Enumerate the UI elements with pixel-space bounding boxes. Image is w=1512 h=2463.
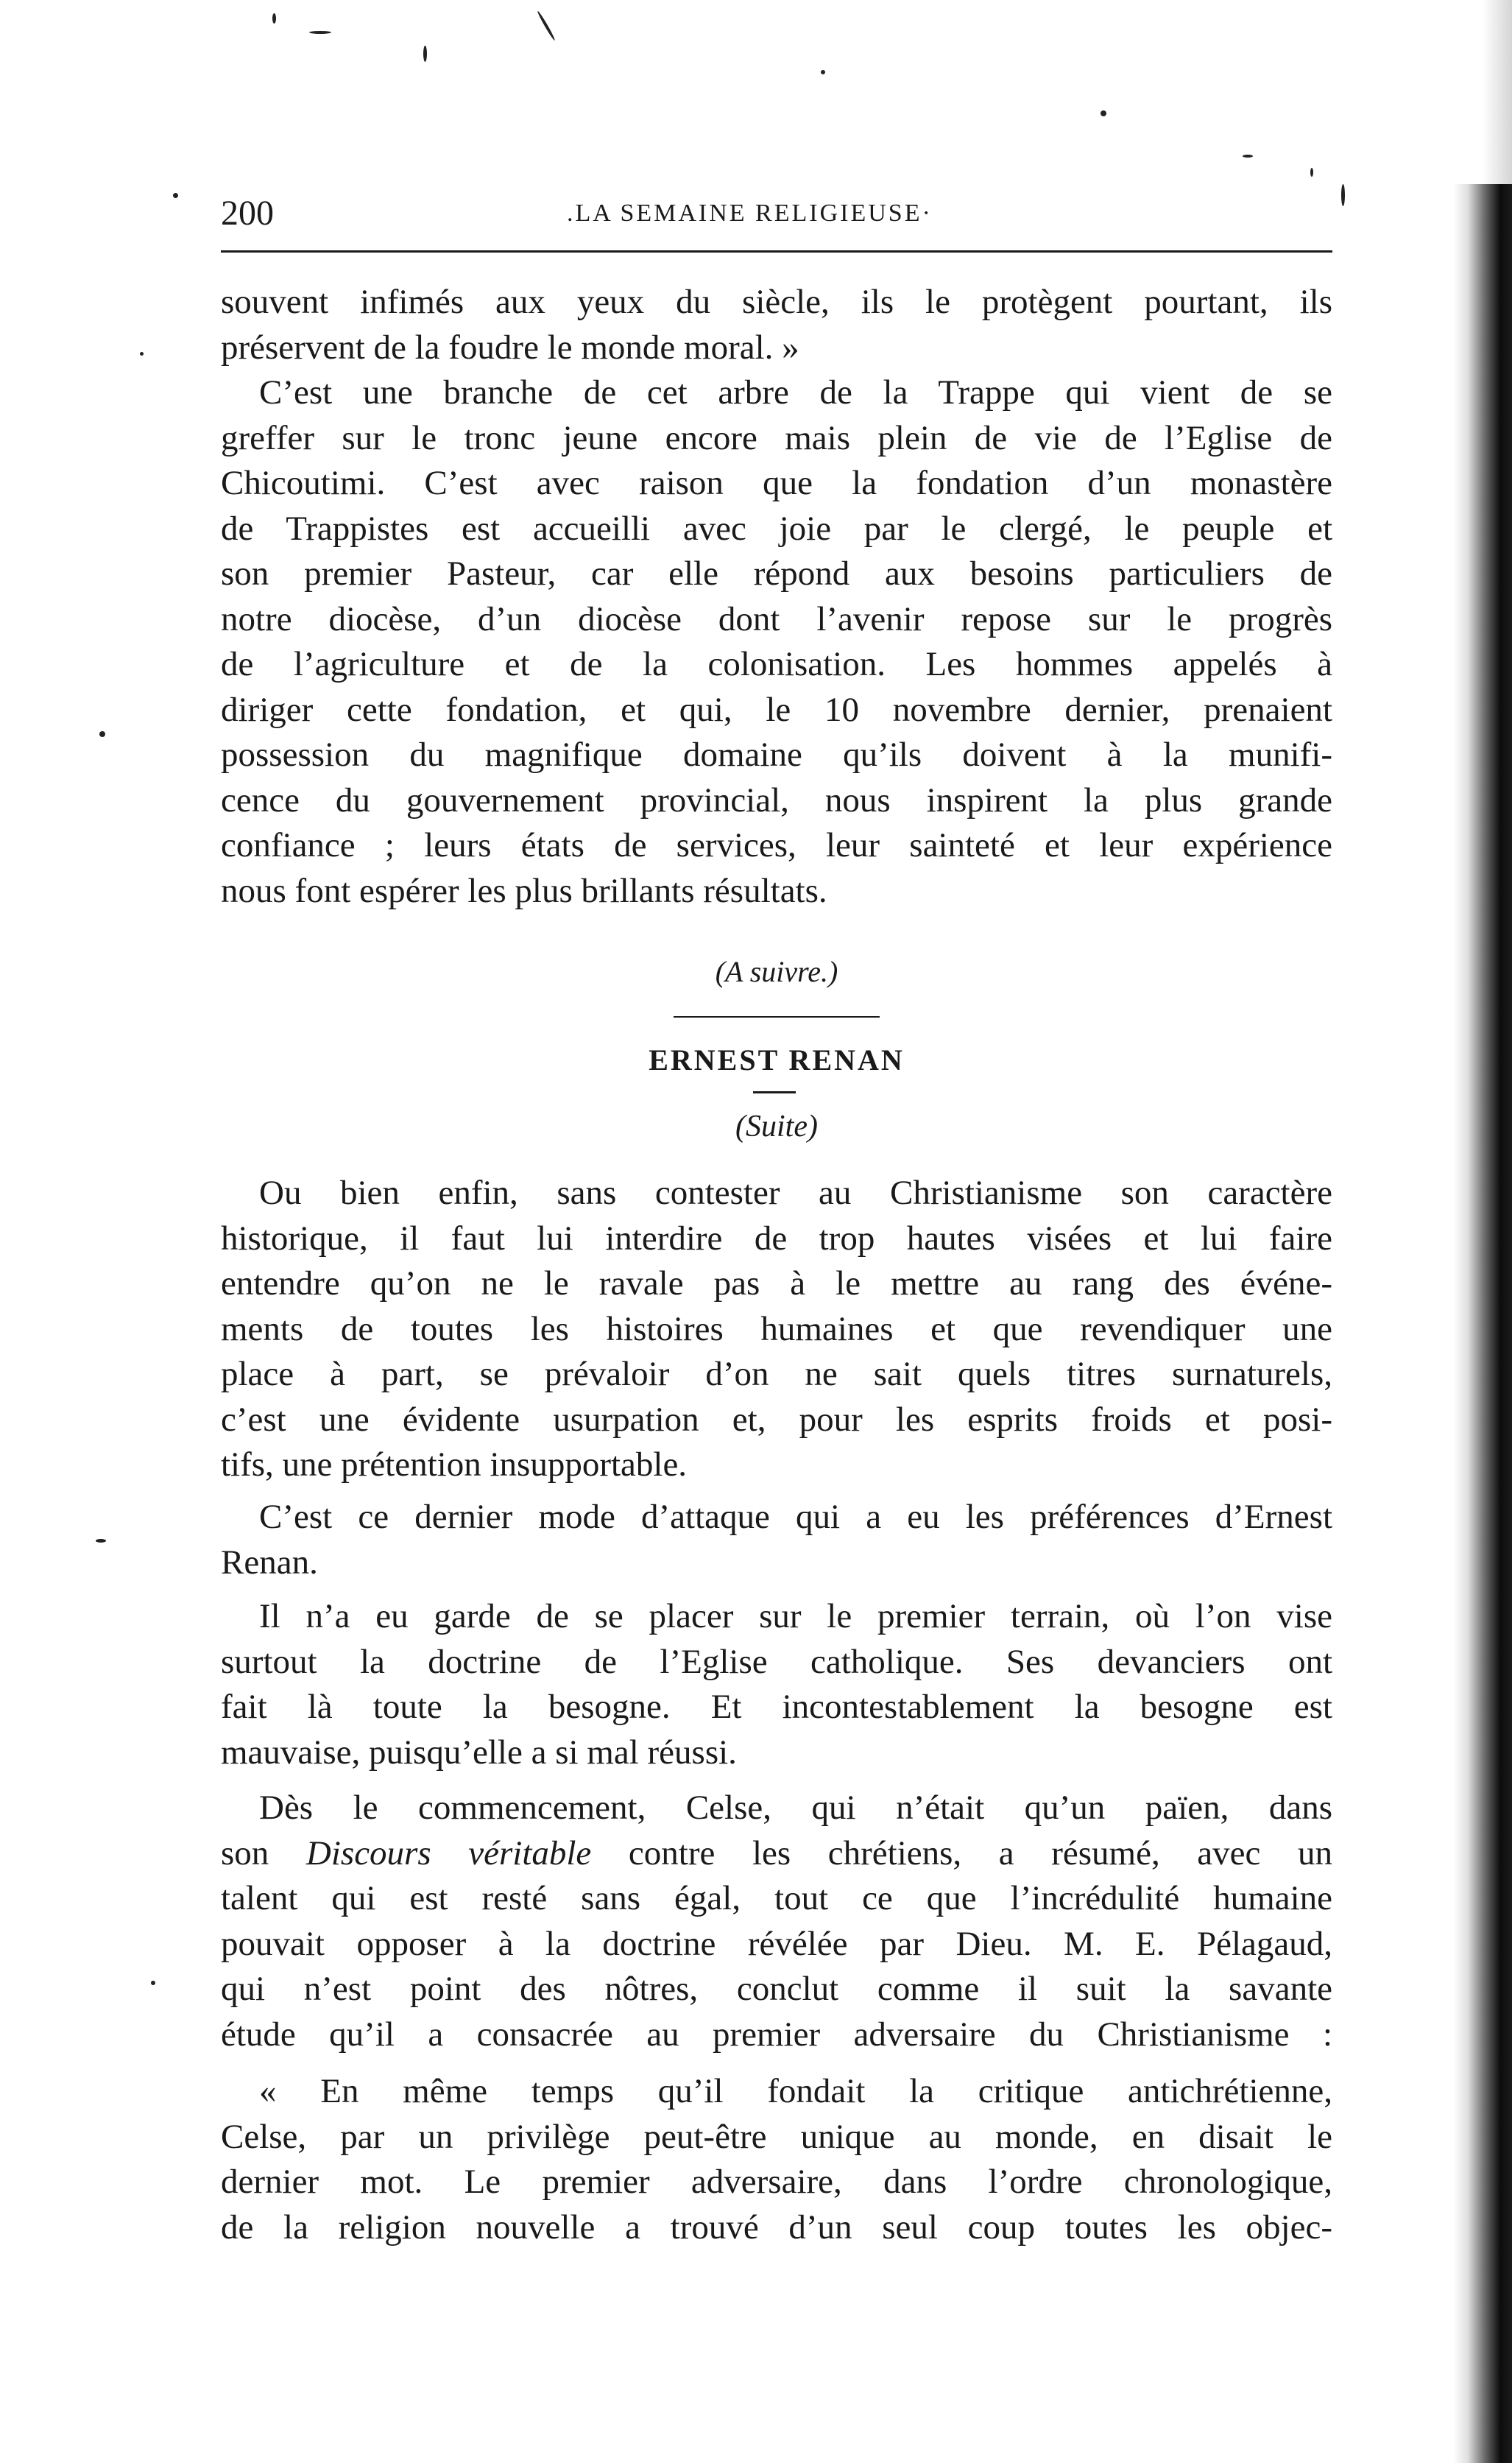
text-line: dernier mot. Le premier adversaire, dans l’ordre chronologique, bbox=[221, 2163, 1332, 2201]
scan-speck bbox=[1243, 155, 1253, 158]
article-subtitle: (Suite) bbox=[735, 1110, 818, 1144]
scan-speck bbox=[96, 1539, 106, 1543]
text-line: mauvaise, puisqu’elle a si mal réussi. bbox=[221, 1733, 737, 1772]
quotation bbox=[221, 2069, 1332, 2250]
scan-speck bbox=[1310, 168, 1313, 177]
text-line: fait là toute la besogne. Et incontestablement la besogne est bbox=[221, 1688, 1332, 1726]
text-line: Renan. bbox=[221, 1543, 318, 1582]
text-block-continuation bbox=[221, 280, 1332, 370]
paragraph bbox=[221, 1171, 1332, 1488]
text-line: Ou bien enfin, sans contester au Christianisme son caractère bbox=[259, 1174, 1332, 1212]
text-line: Celse, par un privilège peut-être unique au monde, en disait le bbox=[221, 2117, 1332, 2156]
scan-speck bbox=[272, 13, 276, 24]
book-title: Discours véritable bbox=[305, 1833, 592, 1872]
text-line: préservent de la foudre le monde moral. » bbox=[221, 328, 799, 367]
text-line: greffer sur le tronc jeune encore mais plein de vie de l’Eglise de bbox=[221, 418, 1332, 457]
text-line: cence du gouvernement provincial, nous inspirent la plus grande bbox=[221, 781, 1332, 820]
text-line: diriger cette fondation, et qui, le 10 novembre dernier, prenaient bbox=[221, 690, 1332, 729]
title-rule bbox=[753, 1091, 796, 1093]
scan-speck bbox=[173, 193, 178, 198]
running-head: .LA SEMAINE RELIGIEUSE· bbox=[567, 200, 933, 227]
text-line: historique, il faut lui interdire de trop hautes visées et lui faire bbox=[221, 1219, 1332, 1258]
text-block-trappe bbox=[221, 370, 1332, 914]
text-line: son premier Pasteur, car elle répond aux besoins particuliers de bbox=[221, 554, 1332, 593]
paragraph bbox=[221, 1594, 1332, 1775]
text-line: ments de toutes les histoires humaines et que revendiquer une bbox=[221, 1309, 1332, 1348]
text-line: pouvait opposer à la doctrine révélée par Dieu. M. E. Pélagaud, bbox=[221, 1924, 1332, 1963]
text-line: de Trappistes est accueilli avec joie par le clergé, le peuple et bbox=[221, 509, 1332, 548]
scan-speck bbox=[1341, 184, 1345, 206]
article-title: ERNEST RENAN bbox=[649, 1043, 905, 1077]
text-line: possession du magnifique domaine qu’ils doivent à la munifi- bbox=[221, 736, 1332, 774]
scan-speck bbox=[140, 352, 144, 356]
scan-speck bbox=[99, 731, 105, 737]
running-header bbox=[221, 188, 1332, 239]
text-line: C’est ce dernier mode d’attaque qui a eu les préférences d’Ernest bbox=[259, 1498, 1332, 1536]
header-rule bbox=[221, 250, 1332, 253]
text-line: Il n’a eu garde de se placer sur le premier terrain, où l’on vise bbox=[259, 1597, 1332, 1635]
text-line: C’est une branche de cet arbre de la Trappe qui vient de se bbox=[259, 373, 1332, 412]
text-fragment: son bbox=[221, 1833, 306, 1872]
text-line: Dès le commencement, Celse, qui n’était qu’un païen, dans bbox=[259, 1789, 1332, 1827]
text-line: talent qui est resté sans égal, tout ce que l’incrédulité humaine bbox=[221, 1879, 1332, 1917]
paragraph bbox=[221, 1786, 1332, 2057]
page-number: 200 bbox=[221, 194, 274, 233]
scan-speck bbox=[821, 70, 825, 74]
text-line bbox=[221, 1831, 1332, 1877]
section-rule bbox=[674, 1016, 880, 1018]
text-line: confiance ; leurs états de services, leur sainteté et leur expérience bbox=[221, 826, 1332, 864]
text-line: « En même temps qu’il fondait la critique antichrétienne, bbox=[259, 2072, 1332, 2110]
scan-speck bbox=[151, 1981, 155, 1985]
text-line: tifs, une prétention insupportable. bbox=[221, 1445, 688, 1484]
text-line: de la religion nouvelle a trouvé d’un seul coup toutes les objec- bbox=[221, 2207, 1332, 2247]
paragraph bbox=[221, 1495, 1332, 1585]
text-line: entendre qu’on ne le ravale pas à le mettre au rang des événe- bbox=[221, 1264, 1332, 1303]
text-line: c’est une évidente usurpation et, pour les esprits froids et posi- bbox=[221, 1400, 1332, 1439]
text-line: étude qu’il a consacrée au premier adversaire du Christianisme : bbox=[221, 2015, 1332, 2054]
scan-speck bbox=[423, 46, 427, 62]
binding-shadow bbox=[1483, 0, 1512, 184]
binding-edge bbox=[1453, 184, 1512, 2463]
text-line: Chicoutimi. C’est avec raison que la fondation d’un monastère bbox=[221, 464, 1332, 502]
text-fragment: contre les chrétiens, a résumé, avec un bbox=[591, 1833, 1332, 1872]
scan-speck bbox=[1101, 110, 1106, 116]
text-line: notre diocèse, d’un diocèse dont l’avenir repose sur le progrès bbox=[221, 599, 1332, 638]
a-suivre: (A suivre.) bbox=[715, 955, 838, 988]
scan-speck bbox=[537, 10, 556, 41]
text-line: souvent infimés aux yeux du siècle, ils le protègent pourtant, ils bbox=[221, 283, 1332, 321]
text-line: nous font espérer les plus brillants résultats. bbox=[221, 871, 827, 910]
text-line: place à part, se prévaloir d’on ne sait quels titres surnaturels, bbox=[221, 1355, 1332, 1393]
text-line: de l’agriculture et de la colonisation. Les hommes appelés à bbox=[221, 645, 1332, 683]
text-line: qui n’est point des nôtres, conclut comme il suit la savante bbox=[221, 1970, 1332, 2008]
scan-speck bbox=[309, 31, 331, 34]
text-line: surtout la doctrine de l’Eglise catholique. Ses devanciers ont bbox=[221, 1642, 1332, 1681]
